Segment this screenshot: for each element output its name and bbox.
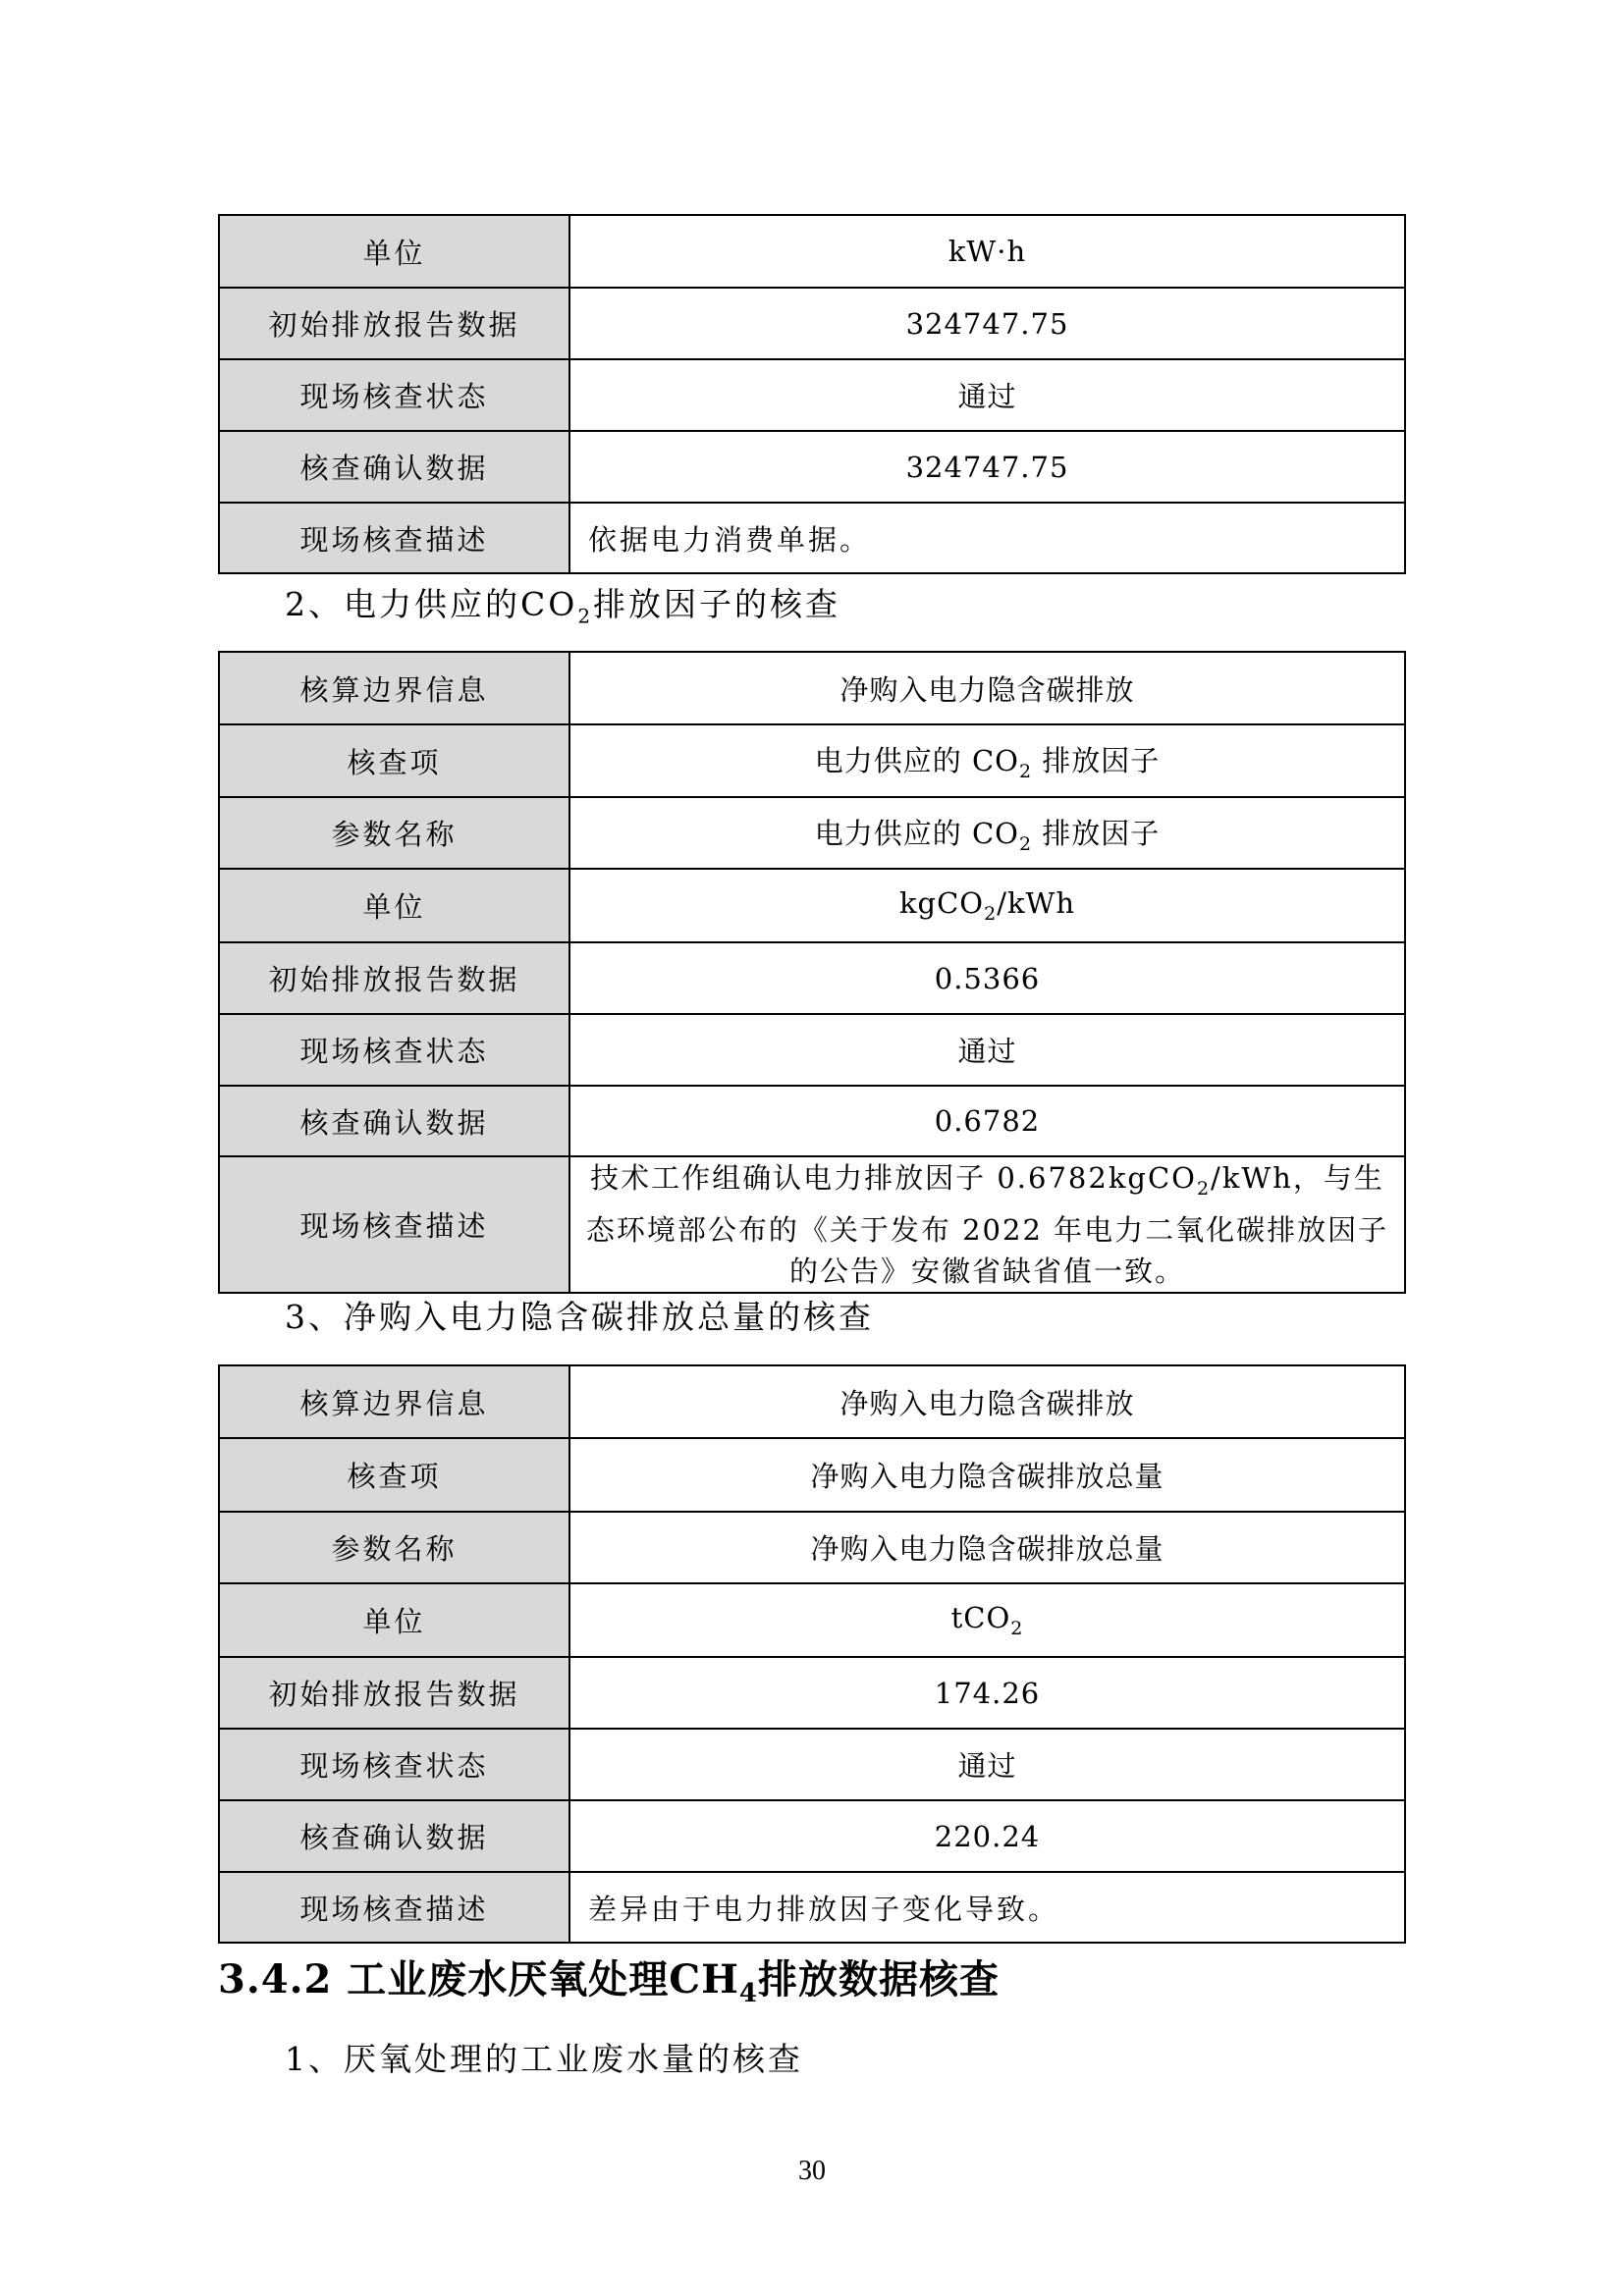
table-row [219,431,1405,503]
row-value: 324747.75 [569,288,1405,359]
row-label: 初始排放报告数据 [219,288,569,359]
row-label: 单位 [219,1583,569,1657]
row-value: 0.6782 [569,1086,1405,1156]
row-label: 核算边界信息 [219,1365,569,1438]
row-value [569,869,1405,942]
subscript: 4 [738,1979,758,2008]
table-total-emission [218,1364,1406,1944]
value-text: 技术工作组确认电力排放因子 0.6782kgCO [590,1161,1197,1195]
subscript: 2 [1018,832,1033,855]
heading-text: 排放因子的核查 [593,585,841,623]
heading-text: 2、电力供应的CO [285,585,578,623]
table-row [219,1365,1405,1438]
row-value: 净购入电力隐含碳排放 [569,1365,1405,1438]
subscript: 2 [577,604,594,628]
table-row [219,1872,1405,1943]
subscript: 2 [1018,760,1033,782]
table-row [219,797,1405,869]
row-value [569,1156,1405,1293]
page-number: 30 [798,2156,826,2186]
row-value: 174.26 [569,1657,1405,1729]
table-row [219,942,1405,1014]
row-value: 差异由于电力排放因子变化导致。 [569,1872,1405,1943]
table-row [219,1800,1405,1872]
heading-text: 排放数据核查 [758,1956,1000,2002]
row-label: 核查项 [219,1438,569,1512]
table-row [219,1729,1405,1800]
row-label: 现场核查描述 [219,1156,569,1293]
row-label: 现场核查描述 [219,1872,569,1943]
row-label: 参数名称 [219,1512,569,1583]
table-row [219,869,1405,942]
table-row [219,652,1405,724]
row-label: 参数名称 [219,797,569,869]
row-label: 现场核查描述 [219,503,569,573]
table-row [219,1583,1405,1657]
row-value: 220.24 [569,1800,1405,1872]
value-text: /kWh，与生态环境部公布的《关于发布 2022 年电力二氧化碳排放因子的公告》安徽省缺省值一致。 [585,1161,1389,1288]
subscript: 2 [1010,1617,1024,1639]
table-row [219,215,1405,288]
table-row [219,359,1405,431]
table-row [219,1512,1405,1583]
row-value: 通过 [569,359,1405,431]
row-value [569,797,1405,869]
value-text: kgCO [898,886,985,921]
subscript: 2 [984,902,998,925]
subscript: 2 [1196,1177,1212,1200]
value-text: 电力供应的 CO [814,744,1019,778]
row-value: 净购入电力隐含碳排放 [569,652,1405,724]
table-row [219,1086,1405,1156]
heading-text: 3.4.2 工业废水厌氧处理CH [218,1956,739,2002]
table-row [219,288,1405,359]
row-label: 单位 [219,869,569,942]
subsection-heading [285,579,840,628]
value-text: 电力供应的 CO [814,816,1019,850]
row-label: 现场核查状态 [219,359,569,431]
row-value: 324747.75 [569,431,1405,503]
row-value [569,724,1405,797]
row-value: kW·h [569,215,1405,288]
table-emission-factor [218,651,1406,1294]
table-row [219,1156,1405,1293]
value-text: 排放因子 [1032,744,1161,778]
row-value: 通过 [569,1729,1405,1800]
subsection-heading: 3、净购入电力隐含碳排放总量的核查 [285,1298,874,1336]
row-value: 0.5366 [569,942,1405,1014]
row-label: 核查确认数据 [219,1086,569,1156]
value-text: 排放因子 [1032,816,1161,850]
section-heading [218,1949,1000,2008]
row-label: 初始排放报告数据 [219,942,569,1014]
value-text: tCO [950,1601,1011,1635]
table-row [219,724,1405,797]
table-row [219,1657,1405,1729]
row-label: 现场核查状态 [219,1729,569,1800]
row-label: 核算边界信息 [219,652,569,724]
table-row [219,1014,1405,1086]
row-value: 通过 [569,1014,1405,1086]
row-label: 核查确认数据 [219,1800,569,1872]
row-label: 核查确认数据 [219,431,569,503]
row-label: 初始排放报告数据 [219,1657,569,1729]
table-row [219,503,1405,573]
row-label: 现场核查状态 [219,1014,569,1086]
table-row [219,1438,1405,1512]
table-electricity-consumption [218,214,1406,574]
row-label: 核查项 [219,724,569,797]
row-value [569,1583,1405,1657]
row-label: 单位 [219,215,569,288]
row-value: 净购入电力隐含碳排放总量 [569,1512,1405,1583]
row-value: 依据电力消费单据。 [569,503,1405,573]
value-text: /kWh [997,886,1076,921]
subsection-heading: 1、厌氧处理的工业废水量的核查 [285,2040,803,2078]
row-value: 净购入电力隐含碳排放总量 [569,1438,1405,1512]
